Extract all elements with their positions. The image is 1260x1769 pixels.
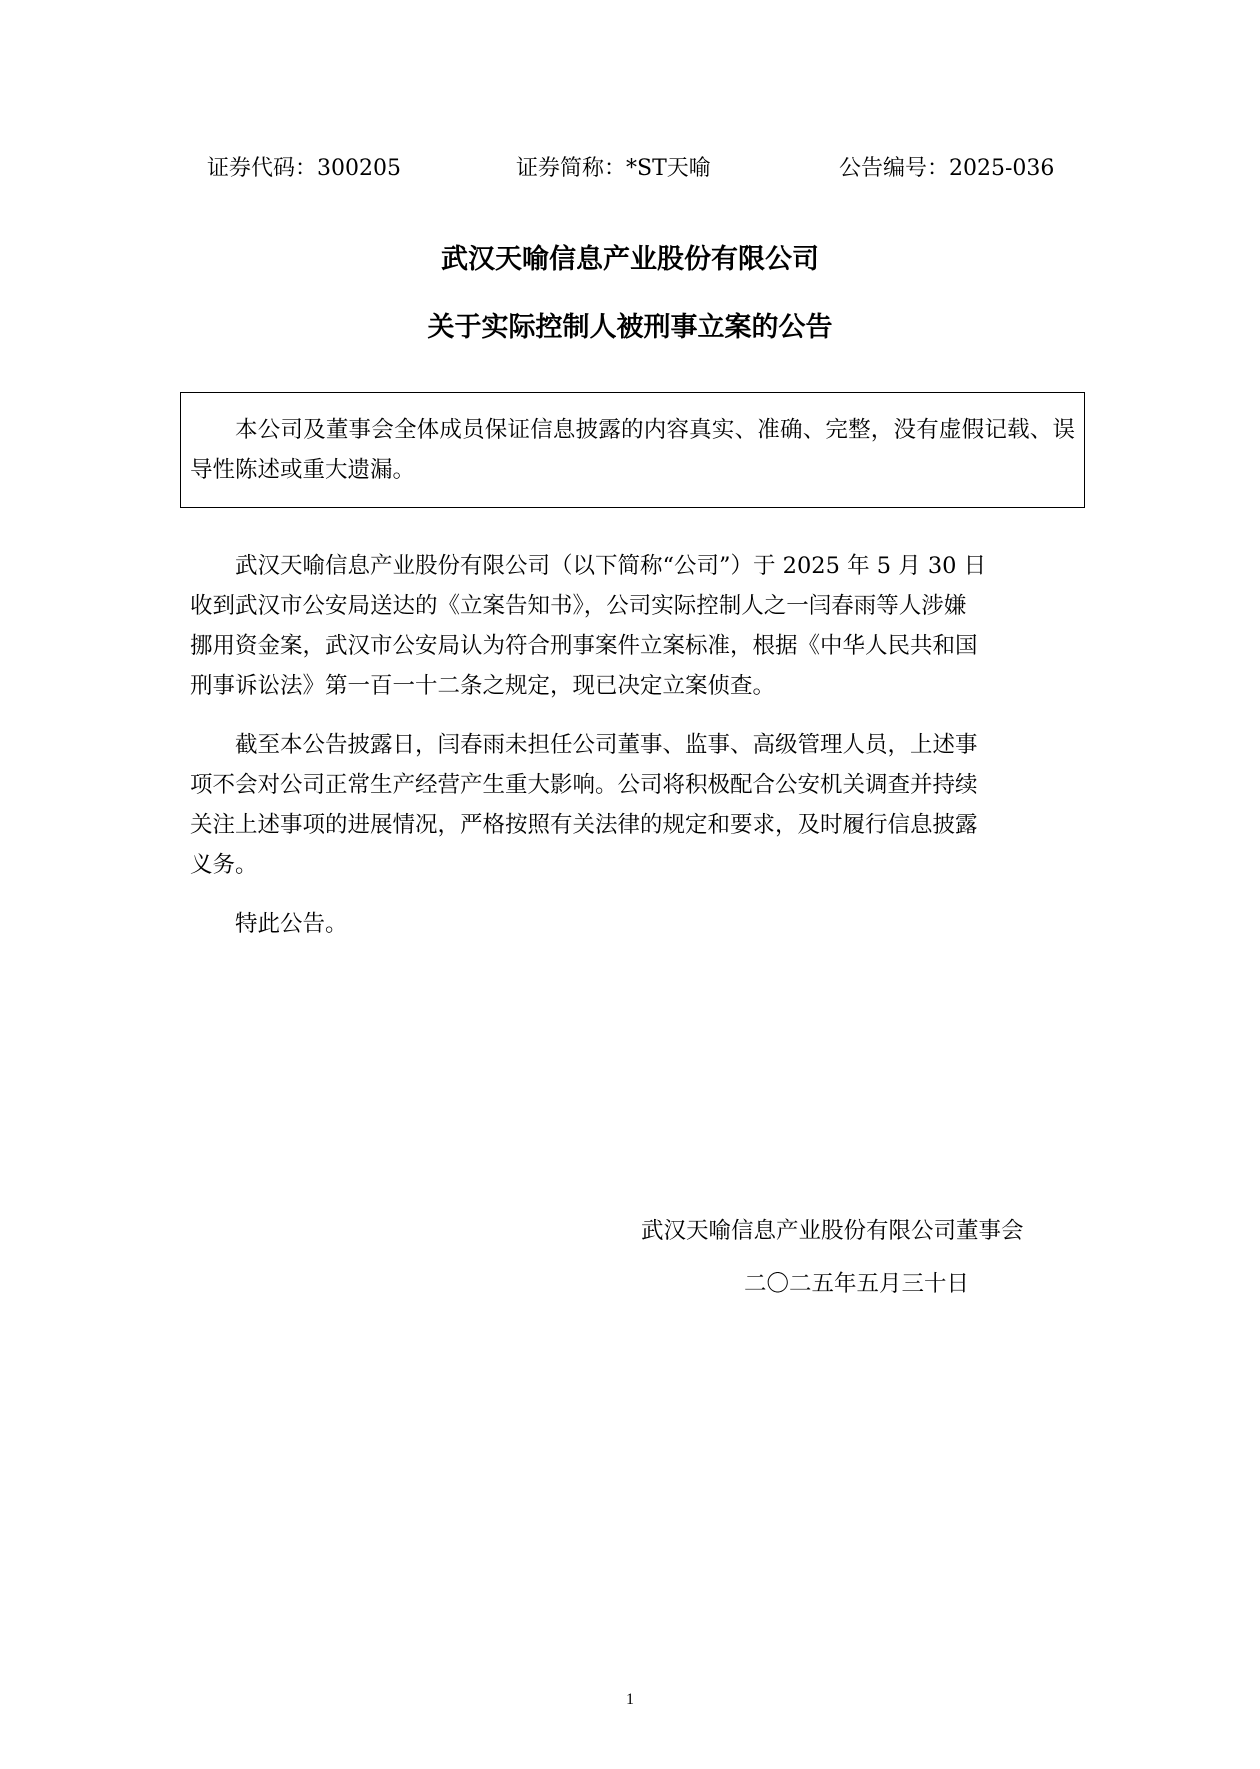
closing-statement: 特此公告。 [235,911,348,937]
paragraph-1-line-2: 收到武汉市公安局送达的《立案告知书》，公司实际控制人之一闫春雨等人涉嫌 [190,593,967,619]
paragraph-2-line-2: 项不会对公司正常生产经营产生重大影响。公司将积极配合公安机关调查并持续 [190,772,978,798]
notice-line-1: 本公司及董事会全体成员保证信息披露的内容真实、准确、完整，没有虚假 [235,417,985,443]
paragraph-2-line-1: 截至本公告披露日，闫春雨未担任公司董事、监事、高级管理人员，上述事 [235,732,978,758]
paragraph-1-line-4: 刑事诉讼法》第一百一十二条之规定，现已决定立案侦查。 [190,673,776,699]
paragraph-2-line-3: 关注上述事项的进展情况，严格按照有关法律的规定和要求，及时履行信息披露 [190,812,978,838]
announcement-number: 公告编号：2025-036 [839,156,1055,181]
notice-line-2: 记载、误导性陈述或重大遗漏。 [190,417,1075,483]
announcement-subject-title: 关于实际控制人被刑事立案的公告 [427,312,833,343]
announcement-header [0,152,1260,186]
page-number: 1 [626,1691,634,1708]
company-title: 武汉天喻信息产业股份有限公司 [441,244,819,275]
paragraph-1-line-1: 武汉天喻信息产业股份有限公司（以下简称“公司”）于 2025 年 5 月 30 日 [235,553,987,579]
signature-issuer: 武汉天喻信息产业股份有限公司董事会 [641,1218,1024,1244]
signature-date: 二〇二五年五月三十日 [744,1271,970,1297]
board-guarantee-notice-box [180,392,1085,508]
stock-code: 证券代码：300205 [207,156,401,181]
paragraph-2-line-4: 义务。 [190,852,258,878]
paragraph-1-line-3: 挪用资金案，武汉市公安局认为符合刑事案件立案标准，根据《中华人民共和国 [190,633,978,659]
stock-short-name: 证券简称：*ST天喻 [516,156,711,181]
announcement-body [190,546,1073,944]
